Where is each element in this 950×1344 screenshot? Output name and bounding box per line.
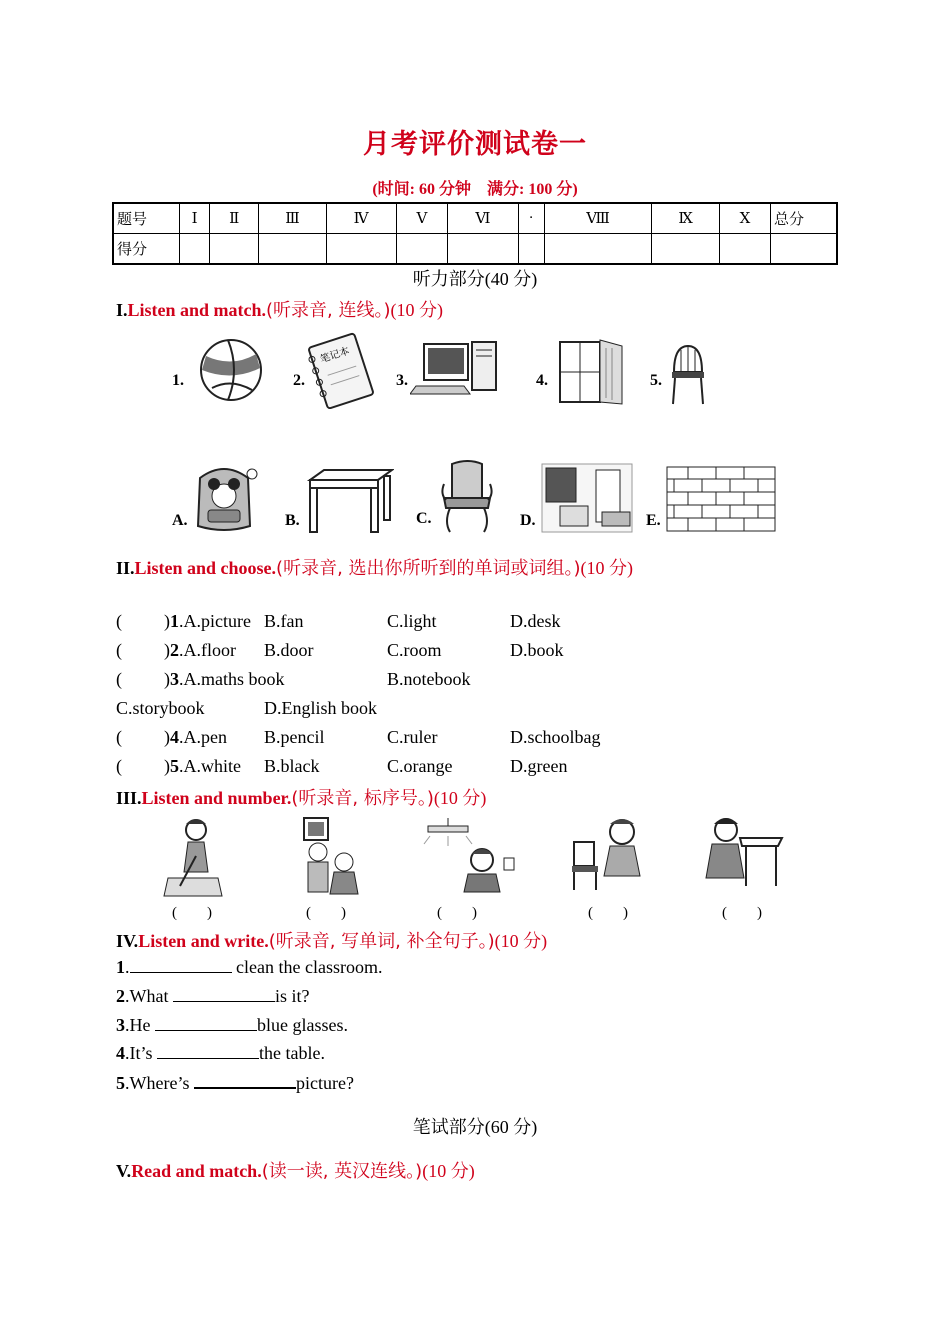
fill-sentence-1: 1. clean the classroom. bbox=[116, 957, 383, 977]
choice-question-1: ( )1.A.picture B.fan C.light D.desk bbox=[116, 611, 561, 631]
col-1: Ⅰ bbox=[180, 203, 210, 234]
notebook-label: 笔记本 bbox=[318, 345, 351, 366]
choice-question-5: ( )5.A.white B.black C.orange D.green bbox=[116, 756, 568, 776]
wall-image bbox=[666, 466, 776, 532]
section-3-heading: III.Listen and number.(听录音, 标序号。)(10 分) bbox=[116, 788, 487, 809]
col-10: Ⅹ bbox=[719, 203, 770, 234]
col-4: Ⅳ bbox=[326, 203, 396, 234]
score-cell bbox=[448, 234, 518, 265]
match-letter-d: D. bbox=[520, 512, 536, 529]
number-blank-5[interactable]: ( ) bbox=[722, 905, 762, 921]
col-8: Ⅷ bbox=[544, 203, 652, 234]
score-cell bbox=[652, 234, 720, 265]
fill-blank-4[interactable] bbox=[157, 1042, 259, 1059]
computer-image bbox=[410, 340, 500, 396]
chair-image bbox=[668, 344, 708, 406]
match-number-4: 4. bbox=[536, 372, 548, 389]
score-cell bbox=[518, 234, 544, 265]
col-6: Ⅵ bbox=[448, 203, 518, 234]
row-label-question: 题号 bbox=[113, 203, 180, 234]
section-5-heading: V.Read and match.(读一读, 英汉连线。)(10 分) bbox=[116, 1161, 475, 1182]
match-number-2: 2. bbox=[293, 372, 305, 389]
notebook-image bbox=[303, 331, 379, 409]
col-3: Ⅲ bbox=[259, 203, 327, 234]
choice-question-2: ( )2.A.floor B.door C.room D.book bbox=[116, 640, 564, 660]
match-number-5: 5. bbox=[650, 372, 662, 389]
writing-header: 笔试部分(60 分) bbox=[412, 1117, 538, 1138]
fill-blank-3[interactable] bbox=[155, 1014, 257, 1031]
window-image bbox=[556, 338, 626, 406]
match-letter-a: A. bbox=[172, 512, 188, 529]
choice-question-3: ( )3.A.maths book B.notebook bbox=[116, 669, 471, 689]
page-title: 月考评价测试卷一 bbox=[363, 129, 587, 160]
girl-chair-image bbox=[570, 814, 646, 894]
score-table-header-row bbox=[113, 203, 837, 234]
section-1-heading: I.Listen and match.(听录音, 连线。)(10 分) bbox=[116, 300, 444, 321]
col-2: Ⅱ bbox=[210, 203, 259, 234]
match-number-3: 3. bbox=[396, 372, 408, 389]
page-subtitle: (时间: 60 分钟 满分: 100 分) bbox=[372, 181, 578, 198]
number-blank-3[interactable]: ( ) bbox=[437, 905, 477, 921]
col-7: · bbox=[518, 203, 544, 234]
children-picture-image bbox=[296, 814, 364, 898]
score-cell bbox=[396, 234, 448, 265]
room-image bbox=[540, 462, 634, 534]
boy-desk-image bbox=[702, 814, 786, 894]
section-2-heading: II.Listen and choose.(听录音, 选出你所听到的单词或词组。)(10 分) bbox=[116, 558, 634, 579]
ball-image bbox=[198, 338, 264, 402]
fill-sentence-3: 3.He blue glasses. bbox=[116, 1015, 348, 1035]
fill-sentence-4: 4.It’s the table. bbox=[116, 1043, 325, 1063]
score-cell bbox=[544, 234, 652, 265]
armchair-image bbox=[438, 460, 498, 534]
table-image bbox=[306, 468, 394, 534]
number-blank-1[interactable]: ( ) bbox=[172, 905, 212, 921]
col-5: Ⅴ bbox=[396, 203, 448, 234]
row-label-score: 得分 bbox=[113, 234, 180, 265]
fill-blank-1[interactable] bbox=[130, 956, 232, 973]
score-table bbox=[112, 202, 838, 265]
number-blank-4[interactable]: ( ) bbox=[588, 905, 628, 921]
score-cell bbox=[719, 234, 770, 265]
score-cell bbox=[259, 234, 327, 265]
choice-question-4: ( )4.A.pen B.pencil C.ruler D.schoolbag bbox=[116, 727, 601, 747]
score-table-score-row bbox=[113, 234, 837, 265]
listening-header: 听力部分(40 分) bbox=[412, 269, 538, 290]
match-letter-b: B. bbox=[285, 512, 300, 529]
schoolbag-image bbox=[190, 462, 260, 534]
score-cell bbox=[210, 234, 259, 265]
fill-sentence-2: 2.What is it? bbox=[116, 986, 310, 1006]
fill-blank-2[interactable] bbox=[173, 985, 275, 1002]
choice-question-3-cont: C.storybook D.English book bbox=[116, 698, 378, 718]
score-cell bbox=[180, 234, 210, 265]
match-letter-e: E. bbox=[646, 512, 661, 529]
fill-blank-5[interactable] bbox=[194, 1071, 296, 1089]
boy-light-switch-image bbox=[420, 818, 520, 894]
score-cell bbox=[771, 234, 838, 265]
match-number-1: 1. bbox=[172, 372, 184, 389]
number-blank-2[interactable]: ( ) bbox=[306, 905, 346, 921]
fill-sentence-5: 5.Where’s picture? bbox=[116, 1073, 354, 1093]
match-letter-c: C. bbox=[416, 510, 432, 527]
girl-cleaning-floor-image bbox=[162, 816, 226, 900]
col-9: Ⅸ bbox=[652, 203, 720, 234]
col-total: 总分 bbox=[771, 203, 838, 234]
section-4-heading: IV.Listen and write.(听录音, 写单词, 补全句子。)(10 分) bbox=[116, 931, 548, 952]
score-cell bbox=[326, 234, 396, 265]
